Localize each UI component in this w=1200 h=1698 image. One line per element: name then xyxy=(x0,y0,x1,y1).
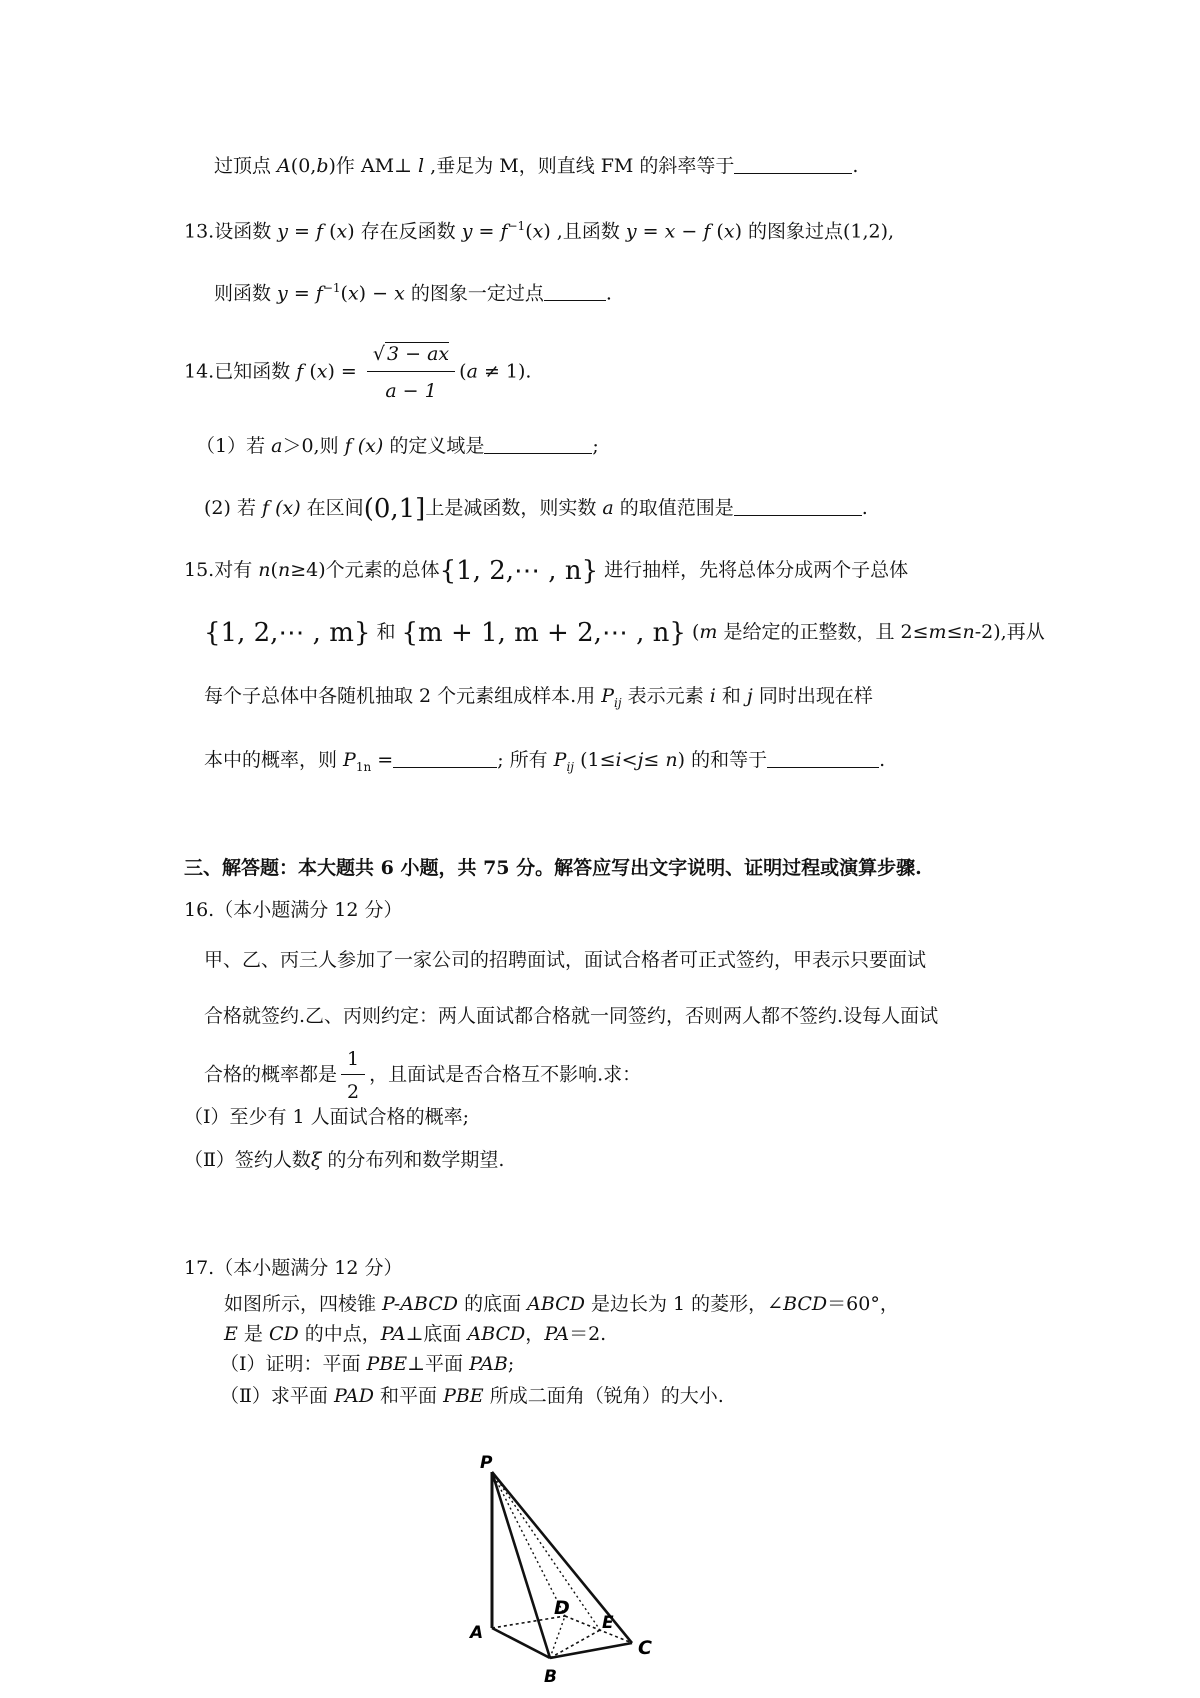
q17-text: ; xyxy=(507,1353,515,1375)
math-var: x xyxy=(316,360,328,383)
q14-fraction xyxy=(367,339,455,406)
part-label: （1）若 xyxy=(196,435,272,457)
q17-text: （Ⅰ）证明：平面 xyxy=(220,1353,367,1375)
math-var: x xyxy=(347,282,359,305)
math-op: ( xyxy=(323,220,337,243)
math-var: f xyxy=(316,220,324,243)
q17-part1 xyxy=(220,1352,514,1376)
math-op: = xyxy=(287,282,316,305)
math-var: P-ABCD xyxy=(382,1293,459,1315)
math-op: = xyxy=(636,220,665,243)
math-var: (x) xyxy=(269,497,301,519)
q15-text: -2),再从 xyxy=(974,621,1045,643)
math-set: {1, 2,⋯ , n} xyxy=(439,556,599,586)
q15-text: (1≤ xyxy=(574,749,616,771)
q17-text: 所成二面角（锐角）的大小. xyxy=(483,1385,724,1407)
math-var: P xyxy=(553,749,567,771)
q12-text: )作 AM⊥ xyxy=(328,155,419,177)
q16-part2 xyxy=(184,1148,504,1172)
q16-text: （Ⅱ）签约人数 xyxy=(184,1149,311,1171)
q15-text: 每个子总体中各随机抽取 2 个元素组成样本.用 xyxy=(204,685,602,707)
q16-text: 合格的概率都是 xyxy=(204,1063,338,1086)
math-var: PAB xyxy=(469,1353,508,1375)
math-var: PBE xyxy=(443,1385,484,1407)
label-p: P xyxy=(480,1453,493,1473)
q12-var: b xyxy=(316,155,329,177)
math-var: j xyxy=(637,749,644,771)
q15-line3 xyxy=(204,684,873,715)
math-var: (x) xyxy=(351,435,384,457)
math-op: ) = xyxy=(327,360,363,383)
fraction-denominator: a − 1 xyxy=(385,380,437,402)
q16-line2: 合格就签约.乙、丙则约定：两人面试都合格就一同签约，否则两人都不签约.设每人面试 xyxy=(204,1005,939,1027)
label-e: E xyxy=(602,1613,614,1633)
q15-text: 进行抽样，先将总体分成两个子总体 xyxy=(598,559,909,581)
pyramid-figure xyxy=(460,1448,720,1698)
edge-pd xyxy=(492,1472,565,1616)
math-op: − xyxy=(675,220,704,243)
q12-point: A xyxy=(277,155,291,177)
math-set: {1, 2,⋯ , m} xyxy=(204,618,371,648)
math-var: f xyxy=(344,435,352,457)
math-op: ( xyxy=(710,220,724,243)
q16-text: 的分布列和数学期望. xyxy=(321,1149,505,1171)
q12-text: (0, xyxy=(290,155,317,177)
math-sub: ij xyxy=(614,695,622,710)
q15-text: ≥4)个元素的总体 xyxy=(290,559,440,581)
q15-text: 是给定的正整数，且 2≤ xyxy=(717,621,929,643)
math-var: f xyxy=(315,282,323,305)
math-var: a xyxy=(271,435,283,457)
math-var: n xyxy=(277,559,291,581)
answer-blank[interactable] xyxy=(484,435,592,454)
q12-text: . xyxy=(852,155,859,177)
q17-text: 是边长为 1 的菱形，∠ xyxy=(584,1293,784,1315)
part-label: (2) 若 xyxy=(204,497,262,519)
math-var: ABCD xyxy=(527,1293,585,1315)
math-var: ABCD xyxy=(467,1323,526,1345)
sqrt-sign: √ xyxy=(372,343,386,365)
fraction-denominator: 2 xyxy=(347,1081,360,1103)
math-var: i xyxy=(615,749,622,771)
interval: (0,1] xyxy=(363,494,426,524)
q15-text: 表示元素 xyxy=(621,685,710,707)
math-op: = xyxy=(472,220,501,243)
q17-text: ， xyxy=(525,1323,545,1345)
q17-text: ⊥底面 xyxy=(405,1323,468,1345)
math-var: x xyxy=(664,220,676,243)
math-var: P xyxy=(601,685,615,707)
math-var: n xyxy=(962,621,975,643)
label-c: C xyxy=(638,1637,652,1659)
answer-blank[interactable] xyxy=(544,282,606,301)
answer-blank[interactable] xyxy=(734,155,852,174)
q13-line2 xyxy=(214,276,612,305)
q17-header: 17.（本小题满分 12 分） xyxy=(184,1257,403,1279)
q17-text: 的底面 xyxy=(458,1293,528,1315)
label-a: A xyxy=(470,1623,484,1643)
math-op: = xyxy=(288,220,316,243)
q15-text: < xyxy=(621,749,638,771)
half-fraction xyxy=(341,1046,365,1105)
math-set: {m + 1, m + 2,⋯ , n} xyxy=(401,618,686,648)
q15-line2 xyxy=(204,618,1045,648)
math-sup: −1 xyxy=(322,281,341,295)
q16-line1: 甲、乙、丙三人参加了一家公司的招聘面试，面试合格者可正式签约，甲表示只要面试 xyxy=(204,949,927,971)
q17-part2 xyxy=(220,1384,724,1408)
q16-header: 16.（本小题满分 12 分） xyxy=(184,899,403,921)
math-op: ( xyxy=(303,360,317,383)
q17-text: 的中点， xyxy=(298,1323,381,1345)
q14-line xyxy=(184,339,531,406)
q14-text: ; xyxy=(592,435,599,457)
math-var: PAD xyxy=(333,1385,374,1407)
q17-line1 xyxy=(224,1292,899,1316)
q15-line4 xyxy=(204,748,885,779)
q17-text: ＝60°， xyxy=(827,1293,899,1315)
label-d: D xyxy=(554,1597,570,1619)
math-var: x xyxy=(723,220,735,243)
q14-part1 xyxy=(196,434,599,458)
q13-text: 的图象一定过点 xyxy=(404,282,544,305)
q15-text: ≤ xyxy=(643,749,666,771)
q17-text: ＝2. xyxy=(569,1323,607,1345)
q15-text: ( xyxy=(270,559,278,581)
q15-text: ) 的和等于 xyxy=(677,749,768,771)
q17-text: 是 xyxy=(237,1323,269,1345)
math-var: a xyxy=(602,497,614,519)
math-var: n xyxy=(258,559,271,581)
math-var: j xyxy=(746,685,753,707)
q17-text: 如图所示，四棱锥 xyxy=(224,1293,383,1315)
edge-pb xyxy=(492,1472,550,1658)
q13-number: 13.设函数 xyxy=(184,220,278,243)
q17-text: （Ⅱ）求平面 xyxy=(220,1385,334,1407)
q12-text: 过顶点 xyxy=(214,155,278,177)
q14-text: 的取值范围是 xyxy=(613,497,734,519)
q12-tail xyxy=(214,154,858,178)
q15-text: 本中的概率，则 xyxy=(204,749,344,771)
math-sub: ij xyxy=(566,759,575,774)
math-op: ( xyxy=(340,282,348,305)
q15-text: 15.对有 xyxy=(184,559,259,581)
q12-text: ,垂足为 M，则直线 FM 的斜率等于 xyxy=(424,155,735,177)
math-var: E xyxy=(224,1323,238,1345)
q15-text: ( xyxy=(685,621,700,643)
q13-text: ) 的图象过点(1,2), xyxy=(734,220,895,243)
math-var: f xyxy=(296,360,304,383)
q15-line1 xyxy=(184,556,909,586)
q13-text: ) ,且函数 xyxy=(543,220,626,243)
q14-text: 在区间 xyxy=(300,497,364,519)
math-var: y xyxy=(625,220,637,243)
math-var: P xyxy=(343,749,356,771)
math-var: y xyxy=(461,220,473,243)
math-var: f xyxy=(262,497,270,519)
q14-text: . xyxy=(861,497,868,519)
math-var: PA xyxy=(380,1323,406,1345)
q13-text: . xyxy=(605,282,612,305)
q15-text: ≤ xyxy=(946,621,963,643)
math-var: x xyxy=(532,220,544,243)
math-var: CD xyxy=(268,1323,299,1345)
q15-text: = xyxy=(371,749,394,771)
math-op: ( xyxy=(459,360,467,383)
q14-text: 的定义域是 xyxy=(383,435,485,457)
math-op: ( xyxy=(525,220,533,243)
answer-blank[interactable] xyxy=(734,497,862,516)
q14-number: 14.已知函数 xyxy=(184,360,297,383)
edge-pe xyxy=(492,1472,600,1630)
math-var: f xyxy=(703,220,711,243)
math-op: ) − xyxy=(358,282,395,305)
q12-var: l xyxy=(418,155,425,177)
q16-text: ，且面试是否合格互不影响.求： xyxy=(369,1063,642,1086)
math-var: m xyxy=(699,621,718,643)
q14-text: ＞0,则 xyxy=(282,435,345,457)
math-var: PBE xyxy=(366,1353,408,1375)
math-var: ξ xyxy=(310,1149,322,1171)
q13-line1 xyxy=(184,214,894,243)
answer-blank[interactable] xyxy=(393,749,497,768)
q15-text: 和 xyxy=(715,685,747,707)
q15-text: 和 xyxy=(370,621,402,643)
math-sub: 1n xyxy=(355,759,372,774)
q17-text: 和平面 xyxy=(373,1385,444,1407)
answer-blank[interactable] xyxy=(767,749,879,768)
q17-line2 xyxy=(224,1322,606,1346)
q13-text: 则函数 xyxy=(214,282,278,305)
math-var: y xyxy=(277,282,288,305)
q14-text: 上是减函数，则实数 xyxy=(425,497,603,519)
math-sup: −1 xyxy=(507,219,526,233)
q15-text: . xyxy=(879,749,886,771)
sqrt-body: 3 − ax xyxy=(387,343,450,365)
math-var: x xyxy=(394,282,405,305)
q17-text: ⊥平面 xyxy=(407,1353,470,1375)
q15-text: ; 所有 xyxy=(497,749,554,771)
math-var: x xyxy=(336,220,348,243)
math-var: a xyxy=(466,360,478,383)
section-heading: 三、解答题：本大题共 6 小题，共 75 分。解答应写出文字说明、证明过程或演算步骤. xyxy=(184,857,922,879)
fraction-numerator: 1 xyxy=(341,1046,365,1075)
label-b: B xyxy=(544,1667,557,1687)
q16-line3 xyxy=(204,1046,641,1105)
q16-part1: （Ⅰ）至少有 1 人面试合格的概率; xyxy=(184,1106,470,1128)
math-var: i xyxy=(709,685,716,707)
math-var: PA xyxy=(544,1323,570,1345)
math-var: y xyxy=(277,220,288,243)
fraction-numerator xyxy=(367,339,455,372)
q15-text: 同时出现在样 xyxy=(752,685,873,707)
math-op: ≠ 1). xyxy=(477,360,532,383)
math-var: n xyxy=(665,749,678,771)
math-var: m xyxy=(928,621,947,643)
math-var: f xyxy=(500,220,508,243)
q14-part2 xyxy=(204,494,868,524)
math-var: BCD xyxy=(783,1293,828,1315)
q13-text: ) 存在反函数 xyxy=(347,220,462,243)
